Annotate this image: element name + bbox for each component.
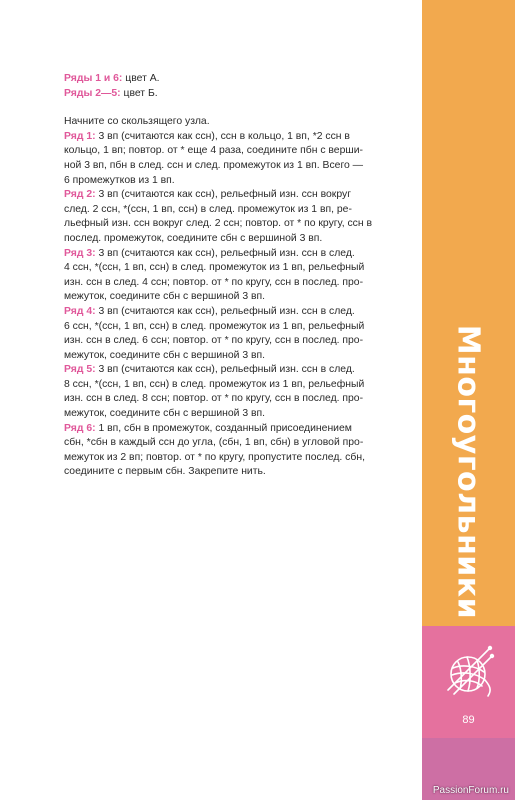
row-text: льефный изн. ссн вокруг след. 2 ссн; повтор. от * по кругу, ссн в bbox=[64, 218, 373, 230]
pattern-line bbox=[64, 159, 404, 174]
pattern-line bbox=[64, 232, 404, 247]
row-text: изн. ссн в след. 4 ссн; повтор. от * по кругу, ссн в послед. про- bbox=[64, 276, 364, 288]
row-text: 3 вп (считаются как ссн), ссн в кольцо, 1 вп, *2 ссн в bbox=[95, 130, 350, 142]
row-text: межуток, соедините сбн с вершиной 3 вп. bbox=[64, 408, 266, 420]
pattern-line bbox=[64, 130, 404, 145]
legend-row-2 bbox=[64, 87, 404, 102]
pattern-line bbox=[64, 217, 404, 232]
yarn-ball-needles-icon bbox=[438, 640, 498, 700]
row-text: 3 вп (считаются как ссн), рельефный изн. ссн в след. bbox=[95, 364, 355, 376]
pattern-line bbox=[64, 436, 404, 451]
pattern-line bbox=[64, 363, 404, 378]
row-text: 8 ссн, *(ссн, 1 вп, ссн) в след. промежуток из 1 вп, рельефный bbox=[64, 378, 365, 390]
row-text: межуток, соедините сбн с вершиной 3 вп. bbox=[64, 291, 266, 303]
pattern-text bbox=[64, 72, 404, 480]
pattern-line bbox=[64, 290, 404, 305]
row-text: изн. ссн в след. 8 ссн; повтор. от * по кругу, ссн в послед. про- bbox=[64, 393, 364, 405]
page-number: 89 bbox=[462, 714, 475, 726]
pattern-line bbox=[64, 188, 404, 203]
row-text: соедините с первым сбн. Закрепите нить. bbox=[64, 466, 266, 478]
pattern-line bbox=[64, 305, 404, 320]
pattern-line bbox=[64, 349, 404, 364]
pattern-line bbox=[64, 261, 404, 276]
legend-text: цвет Б. bbox=[120, 87, 158, 99]
row-label: Ряд 2: bbox=[64, 189, 96, 201]
pattern-line bbox=[64, 451, 404, 466]
row-text: межуток из 2 вп; повтор. от * по кругу, пропустите послед. сбн, bbox=[64, 451, 365, 463]
row-text: 1 вп, сбн в промежуток, созданный присоединением bbox=[95, 422, 352, 434]
pattern-line bbox=[64, 320, 404, 335]
row-text: 3 вп (считаются как ссн), рельефный изн. ссн вокруг bbox=[95, 189, 351, 201]
pattern-line bbox=[64, 203, 404, 218]
pattern-line bbox=[64, 422, 404, 437]
side-band bbox=[422, 0, 515, 800]
row-text: 3 вп (считаются как ссн), рельефный изн. ссн в след. bbox=[95, 305, 355, 317]
row-label: Ряд 6: bbox=[64, 422, 96, 434]
row-text: ной 3 вп, пбн в след. ссн и след. промежуток из 1 вп. Всего — bbox=[64, 159, 364, 171]
row-label: Ряд 3: bbox=[64, 247, 96, 259]
pattern-line bbox=[64, 392, 404, 407]
pattern-line bbox=[64, 378, 404, 393]
row-label: Ряд 1: bbox=[64, 130, 96, 142]
intro-text: Начните со скользящего узла. bbox=[64, 116, 210, 128]
row-text: 4 ссн, *(ссн, 1 вп, ссн) в след. промежуток из 1 вп, рельефный bbox=[64, 262, 365, 274]
row-text: 6 промежутков из 1 вп. bbox=[64, 174, 175, 186]
row-text: след. 2 ссн, *(ссн, 1 вп, ссн) в след. промежуток из 1 вп, ре- bbox=[64, 203, 352, 215]
legend-text: цвет А. bbox=[122, 73, 160, 84]
row-text: 6 ссн, *(ссн, 1 вп, ссн) в след. промежуток из 1 вп, рельефный bbox=[64, 320, 365, 332]
pattern-line bbox=[64, 334, 404, 349]
pattern-line bbox=[64, 247, 404, 262]
pattern-line bbox=[64, 407, 404, 422]
pattern-line bbox=[64, 465, 404, 480]
legend-label: Ряды 1 и 6: bbox=[64, 73, 123, 84]
row-label: Ряд 4: bbox=[64, 305, 96, 317]
row-text: межуток, соедините сбн с вершиной 3 вп. bbox=[64, 349, 266, 361]
watermark: PassionForum.ru bbox=[432, 785, 509, 796]
pattern-line bbox=[64, 276, 404, 291]
row-text: сбн, *сбн в каждый ссн до угла, (сбн, 1 вп, сбн) в угловой про- bbox=[64, 437, 364, 449]
pattern-line bbox=[64, 144, 404, 159]
row-label: Ряд 5: bbox=[64, 364, 96, 376]
row-text: изн. ссн в след. 6 ссн; повтор. от * по кругу, ссн в послед. про- bbox=[64, 335, 364, 347]
row-text: кольцо, 1 вп; повтор. от * еще 4 раза, соедините пбн с верши- bbox=[64, 145, 363, 157]
row-text: послед. промежуток, соедините сбн с вершиной 3 вп. bbox=[64, 232, 323, 244]
legend-label: Ряды 2—5: bbox=[64, 87, 121, 99]
pattern-line bbox=[64, 174, 404, 189]
row-text: 3 вп (считаются как ссн), рельефный изн. ссн в след. bbox=[95, 247, 355, 259]
legend-row-1 bbox=[64, 72, 404, 87]
chapter-title: Многоугольники bbox=[450, 324, 486, 620]
